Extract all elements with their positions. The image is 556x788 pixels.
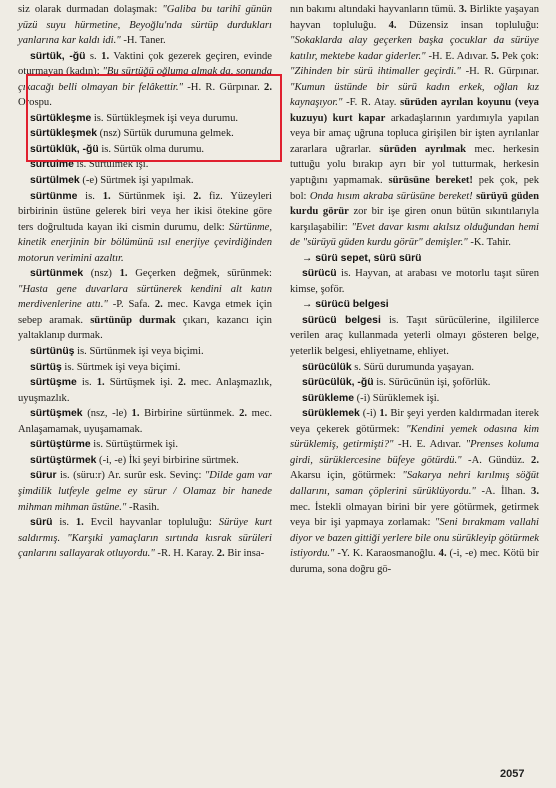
entry-headword: sürükleme [302, 392, 354, 404]
dictionary-entry [18, 173, 272, 189]
entry-text: -P. Safa. [107, 299, 155, 311]
entry-text: s. Sürü durumunda yaşayan. [351, 361, 475, 373]
dictionary-entry [290, 2, 539, 251]
highlight-box [26, 74, 282, 162]
entry-text: is. Sürtünmek işi veya biçimi. [74, 346, 204, 358]
entry-text: is. Hayvan, at arabası ve motorlu taşıt süren kimse, şoför. [290, 268, 539, 295]
entry-text: mec. Kavga etmek için sebep aramak. [18, 299, 273, 326]
entry-text: is. [77, 190, 103, 202]
entry-text: Birbirine sürtünmek. [139, 408, 240, 420]
entry-text: siz olarak durmadan dolaşmak: [18, 4, 163, 15]
entry-text: arkadaşlarının yardımıyla yapılan veya bir amaç uğruna topluca girişilen bir işten ayrılanlar zararlara uğrarlar. [290, 112, 539, 155]
entry-text: fiz. Yüzeyleri birbirinin üstüne gelerek biri veya her ikisi ötekine göre ters doğrultuda kayan iki cismin durumu, delk: [18, 190, 272, 233]
entry-text: sürtünüp durmak [90, 314, 176, 326]
entry-text: 2. [216, 548, 225, 560]
entry-text: (-i) Sürüklemek işi. [353, 392, 440, 404]
entry-text: Bir şeyi yerden kaldırmadan iterek veya çekerek götürmek: [290, 408, 539, 435]
entry-text: 2. [264, 81, 272, 93]
entry-text: -H. Taner. [120, 35, 166, 47]
dictionary-entry [290, 266, 539, 297]
dictionary-entry [18, 515, 272, 562]
entry-text: 1. [96, 377, 105, 389]
entry-text: Birlikte yaşayan hayvan topluluğu. [290, 4, 539, 31]
entry-text: mec. İstekli olmayan birini bir yere götürmek, getirmek veya bir işi yapmaya zorlamak: [290, 501, 539, 529]
entry-text: Sürtüşmek işi. [104, 377, 178, 389]
entry-text: -Y. K. Karaosmanoğlu. [334, 548, 439, 560]
entry-text: 1. [102, 190, 111, 202]
dictionary-entry [18, 437, 272, 453]
entry-headword: sürur [30, 470, 57, 482]
entry-text: -H. R. Gürpınar. [460, 66, 539, 78]
entry-headword: sürtünüş [30, 346, 75, 358]
entry-headword: sürtülmek [30, 175, 80, 187]
entry-text: -F. R. Atay. [342, 97, 401, 109]
entry-text: Sürtünmek işi. [110, 190, 194, 202]
entry-text: pek çok, pek bol: [290, 175, 539, 202]
entry-text: nın bakımı altındaki hayvanların tümü. [290, 4, 459, 15]
entry-text: çıkarı, kazancı için yaltaklanıp durmak. [18, 314, 272, 342]
entry-text: -H. E. Adıvar. [425, 50, 492, 62]
entry-text: -H. E. Adıvar. [393, 439, 466, 451]
entry-example: "Prenses koluma girdi, sürüklercesine büfeye götürdü." [290, 439, 539, 466]
dictionary-entry [18, 189, 272, 267]
entry-headword: sürüklemek [302, 408, 360, 420]
page-number: 2057 [500, 768, 525, 780]
entry-example: "Evet davar kısmı akılsız olduğundan hemi de "sürüyü güden kurdu görür" demişler." [290, 221, 539, 249]
entry-text: 1. [119, 268, 128, 280]
entry-text: -R. H. Karay. [154, 548, 217, 560]
entry-text: sürüsüne bereket! [388, 175, 473, 187]
entry-text: 4. [388, 19, 397, 31]
right-column [290, 2, 539, 577]
entry-text: 2. [193, 190, 202, 202]
entry-headword: sürücü [302, 268, 337, 280]
entry-text: (nsz) [83, 268, 120, 280]
entry-text: is. Sürtmek işi veya biçimi. [61, 361, 181, 373]
entry-text: 3. [531, 485, 539, 497]
entry-text: is. Sürücünün işi, şoförlük. [373, 377, 491, 389]
entry-example: "Kumun üstünde bir sürü kadın erkek, oğlan kız kaynaşıyor." [290, 81, 539, 109]
dictionary-entry [290, 391, 539, 407]
entry-text: sürüden ayrılan koyunu (veya kuzuyu) kurt kapar [290, 97, 539, 124]
entry-headword: sürtüşme [30, 377, 77, 389]
entry-text: Evcil hayvanlar topluluğu: [83, 517, 219, 529]
entry-example: "Dilde gam var şimdilik lutfeyle gelme ey sürur / Olamaz bir hanede mihman mihman üstüne." [18, 470, 272, 513]
entry-example: "Galiba bu tarihî günün yüzü suyu hürmetine, Beyoğlu'nda sürtüp durdukları yanlarına kar kaldı idi." [18, 4, 272, 47]
entry-example: "Hasta gene duvarlara sürtünerek kendini alt katın merdivenlerine attı." [18, 283, 272, 311]
entry-text: mec. herkesin tuttuğu yolu bırakıp ayrı bir yol tutturmak, herkesin yaptığını yapmamak. [290, 143, 539, 187]
entry-text: 3. [458, 4, 467, 15]
dictionary-entry [18, 266, 272, 344]
entry-text: -A. Gündüz. [461, 454, 532, 466]
entry-text: -Rasih. [126, 501, 160, 513]
entry-text: is. Sürtüştürmek işi. [90, 439, 179, 451]
dictionary-entry [290, 297, 539, 313]
entry-headword: → sürücü belgesi [302, 299, 389, 311]
entry-text: (nsz) Sürtük durumuna gelmek. [97, 128, 234, 140]
entry-headword: sürtüştürmek [30, 454, 97, 466]
entry-example: Onda hısım akraba sürüsüne bereket! [309, 190, 473, 202]
entry-headword: sürtülme [30, 159, 74, 171]
dictionary-entry [290, 375, 539, 391]
entry-text: 1. [101, 50, 110, 62]
entry-text: (nsz, -le) [82, 408, 132, 420]
entry-headword: sürtükleşme [30, 112, 92, 124]
entry-example: "Sokaklarda alay geçerken başka çocuklar da sürüye katılır, mektebe kadar giderler." [290, 35, 539, 62]
dictionary-entry [18, 375, 272, 406]
dictionary-entry [290, 406, 539, 577]
entry-headword: sürtük, -ğü [30, 50, 86, 62]
entry-headword: sürücülük [302, 361, 352, 373]
entry-example: "Kendini yemek odasına kim sürüklemiş, getirmişti?" [290, 423, 540, 451]
entry-headword: sürtüştürme [30, 439, 91, 451]
entry-text: Pek çok: [499, 50, 539, 62]
entry-text: mec. Anlaşmazlık, uyuşmazlık. [18, 377, 272, 404]
dictionary-entry [290, 313, 539, 360]
entry-text: is. Sürtülmek işi. [73, 159, 149, 171]
entry-text: is. Sürtükleşmek işi veya durumu. [91, 112, 239, 124]
entry-headword: sürtükleşmek [30, 128, 97, 140]
entry-text: -K. Tahir. [467, 237, 511, 249]
entry-example: Sürüye kurt saldırmış. "Karşıki yamaçların sırtında kısrak sürüleri çanlarını sallayarak otluyordu." [18, 517, 272, 560]
entry-headword: sürtünme [30, 190, 78, 202]
entry-text: 4. [438, 548, 447, 560]
entry-text: is. [52, 517, 76, 529]
dictionary-entry [18, 453, 272, 469]
entry-text: -A. İlhan. [475, 485, 532, 497]
entry-text: 2. [154, 299, 163, 311]
entry-headword: sürtünmek [30, 268, 84, 280]
entry-text: Akarsu için, götürmek: [290, 470, 403, 482]
dictionary-entry [290, 251, 539, 267]
dictionary-entry [18, 2, 272, 49]
entry-text: -H. R. Gürpınar. [182, 81, 265, 93]
entry-text: sürüyü güden kurdu görür [290, 190, 539, 218]
entry-text: 2. [239, 408, 248, 420]
entry-text: Bir insa- [224, 548, 265, 560]
entry-headword: sürtüklük, -ğü [30, 143, 99, 155]
entry-headword: sürtüşmek [30, 408, 83, 420]
entry-text: Vaktini çok gezerek geçiren, evinde oturmayan (kadın): [18, 50, 272, 78]
dictionary-entry [290, 360, 539, 376]
entry-text: (-i, -e) İki şeyi birbirine sürtmek. [96, 454, 239, 466]
entry-example: "Sakarya nehri kırılmış söğüt dallarını, saman çöplerini sürüklüyordu." [290, 470, 539, 497]
entry-text: 1. [379, 408, 388, 420]
entry-text: is. Sürtük olma durumu. [98, 143, 205, 155]
entry-example: "Bu sürtüğü oğluma almak da, sonunda çıkacağı belli olmayan bir felâkettir." [18, 66, 272, 93]
entry-headword: sürü [30, 517, 53, 529]
entry-example: Sürtünme, kinetik enerjinin bir bölümünü ısıl enerjiye çevirdiğinden motorun verimini azaltır. [18, 221, 272, 264]
entry-example: "Seni bırakmam vallahi diyor ve bazen gittiği yerlere bile onu sürükleyip götürmek istiyordu." [290, 517, 539, 560]
entry-text: is. (süru:r) Ar. surûr esk. Sevinç: [56, 470, 205, 482]
entry-text: is. Taşıt sürücülerine, ilgililerce verilen araç kullanmada yeterli olmayı gösteren belge, yeterlik belgesi, ehliyetname, ehliyet. [290, 314, 539, 358]
entry-headword: sürtüş [30, 361, 62, 373]
entry-text: 2. [177, 377, 186, 389]
entry-text: 1. [75, 517, 84, 529]
entry-text: is. [76, 377, 97, 389]
entry-example: "Zihinden bir sürü ihtimaller geçirdi." [290, 66, 461, 78]
entry-headword: sürücü belgesi [302, 314, 381, 326]
entry-text: (-i) [359, 408, 380, 420]
entry-text: mec. Anlaşamamak, uyuşamamak. [18, 408, 272, 435]
entry-text: 2. [531, 454, 539, 466]
entry-text: Düzensiz insan topluluğu: [396, 19, 539, 31]
entry-text: (-e) Sürtmek işi yapılmak. [79, 175, 194, 187]
dictionary-entry [18, 344, 272, 360]
entry-headword: → sürü sepet, sürü sürü [302, 252, 422, 264]
entry-text: 5. [491, 50, 500, 62]
entry-text: zor bir işe giren onun bütün sıkıntılarıyla karşılaşabilir: [290, 206, 539, 233]
entry-headword: sürücülük, -ğü [302, 377, 374, 389]
entry-text: s. [85, 50, 102, 62]
entry-text: (-i, -e) mec. Kötü bir duruma, sona doğru gö- [290, 548, 539, 575]
entry-text: 1. [131, 408, 140, 420]
entry-text: Geçerken değmek, sürünmek: [127, 268, 272, 280]
entry-text: sürüden ayrılmak [379, 143, 467, 155]
dictionary-entry [18, 406, 272, 437]
dictionary-entry [18, 468, 272, 515]
entry-text: Orospu. [18, 97, 52, 109]
dictionary-entry [18, 360, 272, 376]
